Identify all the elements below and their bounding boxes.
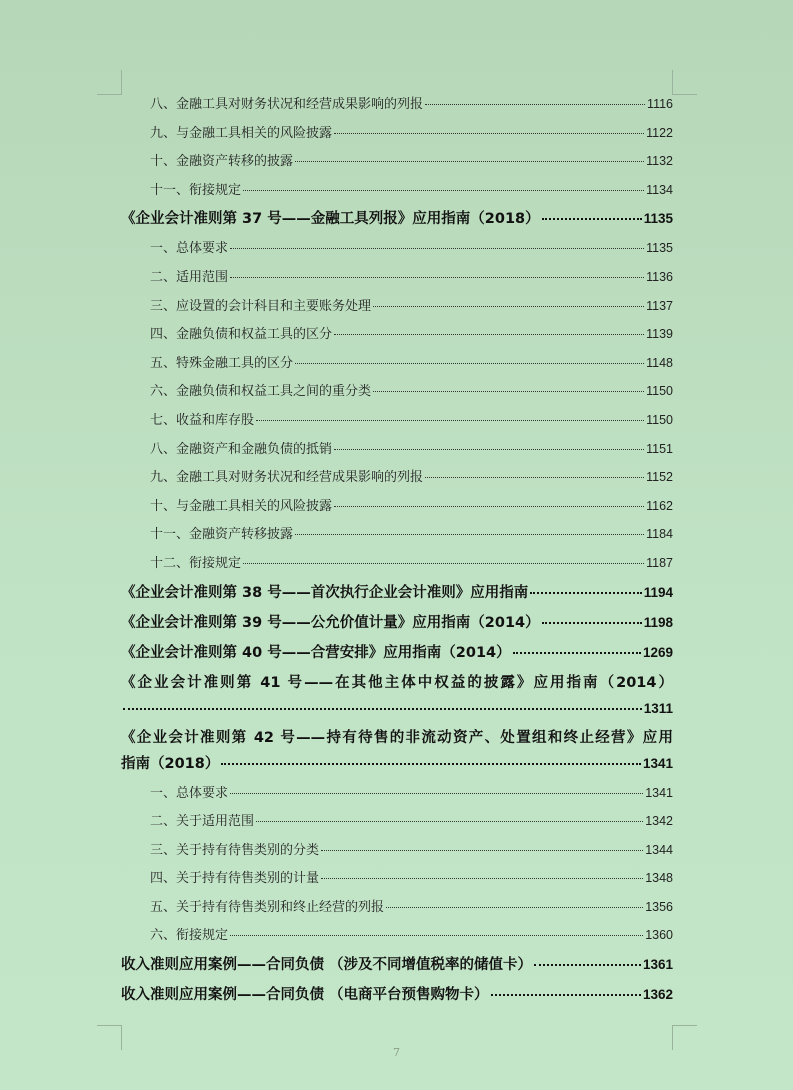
toc-entry-page: 1135 xyxy=(643,211,673,227)
toc-entry-title: 三、关于持有待售类别的分类 xyxy=(150,842,320,858)
toc-entry-page: 1150 xyxy=(646,384,673,399)
toc-entry-sub[interactable] xyxy=(121,893,673,922)
toc-entry-title: 《企业会计准则第 37 号——金融工具列报》应用指南（2018） xyxy=(121,211,540,228)
toc-leader-dots xyxy=(334,133,644,134)
toc-entry-page: 1152 xyxy=(646,470,673,485)
toc-entry-page: 1311 xyxy=(643,700,673,716)
toc-entry-title: 二、关于适用范围 xyxy=(150,814,255,830)
toc-entry-main[interactable] xyxy=(121,204,673,234)
toc-entry-sub[interactable] xyxy=(121,119,673,148)
toc-entry-page: 1148 xyxy=(646,355,673,370)
toc-leader-dots xyxy=(256,821,643,822)
toc-leader-dots xyxy=(321,878,643,879)
toc-entry-page: 1162 xyxy=(646,498,673,513)
toc-entry-page: 1341 xyxy=(642,755,673,771)
toc-entry-title: 十二、衔接规定 xyxy=(150,555,242,571)
toc-leader-dots xyxy=(491,994,641,996)
toc-entry-page: 1348 xyxy=(645,871,673,886)
toc-entry-page: 1134 xyxy=(646,182,673,197)
toc-entry-main[interactable] xyxy=(121,950,673,980)
page-number: 7 xyxy=(393,1046,400,1059)
toc-leader-dots xyxy=(243,190,644,191)
toc-leader-dots xyxy=(386,907,643,908)
toc-entry-page: 1139 xyxy=(646,327,673,342)
toc-entry-title-line1: 《企业会计准则第 42 号——持有待售的非流动资产、处置组和终止经营》应用 xyxy=(121,729,673,746)
toc-entry-title: 十一、金融资产转移披露 xyxy=(150,527,294,543)
toc-entry-main[interactable] xyxy=(121,578,673,608)
toc-leader-dots xyxy=(256,420,644,421)
toc-entry-title: 七、收益和库存股 xyxy=(150,412,255,428)
toc-entry-title: 一、总体要求 xyxy=(150,241,229,257)
toc-entry-page: 1360 xyxy=(645,928,673,943)
toc-entry-title: 《企业会计准则第 41 号——在其他主体中权益的披露》应用指南（2014） xyxy=(121,674,673,691)
toc-entry-standard-41[interactable] xyxy=(121,668,673,723)
toc-entry-page: 1135 xyxy=(646,241,673,256)
toc-entry-sub[interactable] xyxy=(121,377,673,406)
toc-section-top xyxy=(121,90,673,668)
toc-entry-sub[interactable] xyxy=(121,349,673,378)
toc-entry-sub[interactable] xyxy=(121,320,673,349)
table-of-contents xyxy=(121,90,673,1010)
toc-entry-title: 十、金融资产转移的披露 xyxy=(150,154,294,170)
toc-entry-title: 八、金融资产和金融负债的抵销 xyxy=(150,441,333,457)
toc-leader-dots xyxy=(334,506,644,507)
toc-entry-sub[interactable] xyxy=(121,921,673,950)
toc-entry-page: 1137 xyxy=(646,298,673,313)
toc-entry-title: 六、衔接规定 xyxy=(150,928,229,944)
toc-entry-sub[interactable] xyxy=(121,463,673,492)
toc-entry-sub[interactable] xyxy=(121,263,673,292)
toc-entry-sub[interactable] xyxy=(121,234,673,263)
toc-entry-page: 1187 xyxy=(646,555,673,570)
toc-entry-page: 1194 xyxy=(643,584,673,600)
toc-entry-sub[interactable] xyxy=(121,549,673,578)
toc-leader-dots xyxy=(321,850,643,851)
toc-entry-page: 1344 xyxy=(645,842,673,857)
toc-leader-dots xyxy=(334,334,644,335)
toc-entry-title: 八、金融工具对财务状况和经营成果影响的列报 xyxy=(150,97,424,112)
toc-entry-title: 十一、衔接规定 xyxy=(150,182,242,198)
toc-entry-title: 五、关于持有待售类别和终止经营的列报 xyxy=(150,899,385,915)
toc-entry-main[interactable] xyxy=(121,980,673,1010)
toc-entry-sub[interactable] xyxy=(121,779,673,808)
toc-entry-page: 1132 xyxy=(646,154,673,169)
toc-leader-dots xyxy=(513,652,641,654)
toc-entry-sub[interactable] xyxy=(121,836,673,865)
toc-leader-dots xyxy=(295,363,644,364)
toc-entry-sub[interactable] xyxy=(121,435,673,464)
toc-entry-title-line2: 指南（2018） xyxy=(121,755,220,772)
toc-entry-sub[interactable] xyxy=(121,520,673,549)
toc-entry-page: 1198 xyxy=(643,614,673,630)
toc-entry-title: 《企业会计准则第 40 号——合营安排》应用指南（2014） xyxy=(121,644,511,661)
toc-leader-dots xyxy=(230,935,643,936)
toc-leader-dots xyxy=(230,277,644,278)
crop-mark-top-left xyxy=(97,70,122,95)
toc-entry-title: 五、特殊金融工具的区分 xyxy=(150,355,294,371)
toc-entry-sub[interactable] xyxy=(121,492,673,521)
toc-entry-page: 1342 xyxy=(645,814,673,829)
toc-leader-dots xyxy=(295,534,644,535)
toc-leader-dots xyxy=(221,763,641,765)
toc-entry-page: 1136 xyxy=(646,269,673,284)
toc-leader-dots xyxy=(373,306,644,307)
toc-entry-page: 1184 xyxy=(646,527,673,542)
toc-leader-dots xyxy=(542,622,642,624)
toc-section-bottom xyxy=(121,779,673,1011)
toc-entry-sub[interactable] xyxy=(121,406,673,435)
toc-leader-dots xyxy=(425,104,645,105)
toc-entry-title: 四、关于持有待售类别的计量 xyxy=(150,871,320,887)
toc-entry-title: 四、金融负债和权益工具的区分 xyxy=(150,327,333,343)
toc-entry-page: 1356 xyxy=(645,899,673,914)
toc-leader-dots xyxy=(373,391,644,392)
toc-entry-title: 二、适用范围 xyxy=(150,269,229,285)
toc-leader-dots xyxy=(534,964,641,966)
toc-entry-title: 《企业会计准则第 38 号——首次执行企业会计准则》应用指南 xyxy=(121,584,529,601)
toc-entry-page: 1269 xyxy=(642,644,673,660)
toc-entry-page: 1362 xyxy=(642,987,673,1003)
toc-entry-sub[interactable] xyxy=(121,147,673,176)
toc-leader-dots xyxy=(542,218,642,220)
toc-leader-dots xyxy=(230,793,643,794)
toc-entry-title: 六、金融负债和权益工具之间的重分类 xyxy=(150,384,372,400)
toc-entry-sub[interactable] xyxy=(121,176,673,205)
toc-entry-page: 1361 xyxy=(642,957,673,973)
toc-entry-title: 《企业会计准则第 39 号——公允价值计量》应用指南（2014） xyxy=(121,614,540,631)
toc-entry-page: 1341 xyxy=(645,785,673,800)
toc-entry-standard-42[interactable] xyxy=(121,723,673,779)
toc-entry-title: 收入准则应用案例——合同负债 （电商平台预售购物卡） xyxy=(121,987,489,1004)
toc-leader-dots xyxy=(334,449,644,450)
toc-entry-title: 一、总体要求 xyxy=(150,785,229,801)
toc-entry-sub[interactable] xyxy=(121,90,673,119)
toc-entry-title: 十、与金融工具相关的风险披露 xyxy=(150,498,333,514)
toc-entry-sub[interactable] xyxy=(121,292,673,321)
toc-leader-dots xyxy=(530,592,641,594)
toc-leader-dots xyxy=(425,477,644,478)
toc-entry-title: 九、与金融工具相关的风险披露 xyxy=(150,125,333,141)
toc-leader-dots xyxy=(243,563,644,564)
toc-entry-title: 九、金融工具对财务状况和经营成果影响的列报 xyxy=(150,470,424,486)
toc-entry-title: 收入准则应用案例——合同负债 （涉及不同增值税率的储值卡） xyxy=(121,957,533,974)
toc-entry-page: 1151 xyxy=(646,441,673,456)
toc-entry-sub[interactable] xyxy=(121,807,673,836)
toc-entry-title: 三、应设置的会计科目和主要账务处理 xyxy=(150,298,372,314)
toc-entry-main[interactable] xyxy=(121,608,673,638)
toc-entry-sub[interactable] xyxy=(121,864,673,893)
toc-entry-page: 1116 xyxy=(647,97,673,111)
crop-mark-top-right xyxy=(672,70,697,95)
toc-entry-main[interactable] xyxy=(121,638,673,668)
toc-entry-page: 1150 xyxy=(646,412,673,427)
toc-leader-dots xyxy=(123,708,642,710)
toc-leader-dots xyxy=(230,248,644,249)
toc-entry-page: 1122 xyxy=(646,125,673,140)
toc-leader-dots xyxy=(295,161,644,162)
